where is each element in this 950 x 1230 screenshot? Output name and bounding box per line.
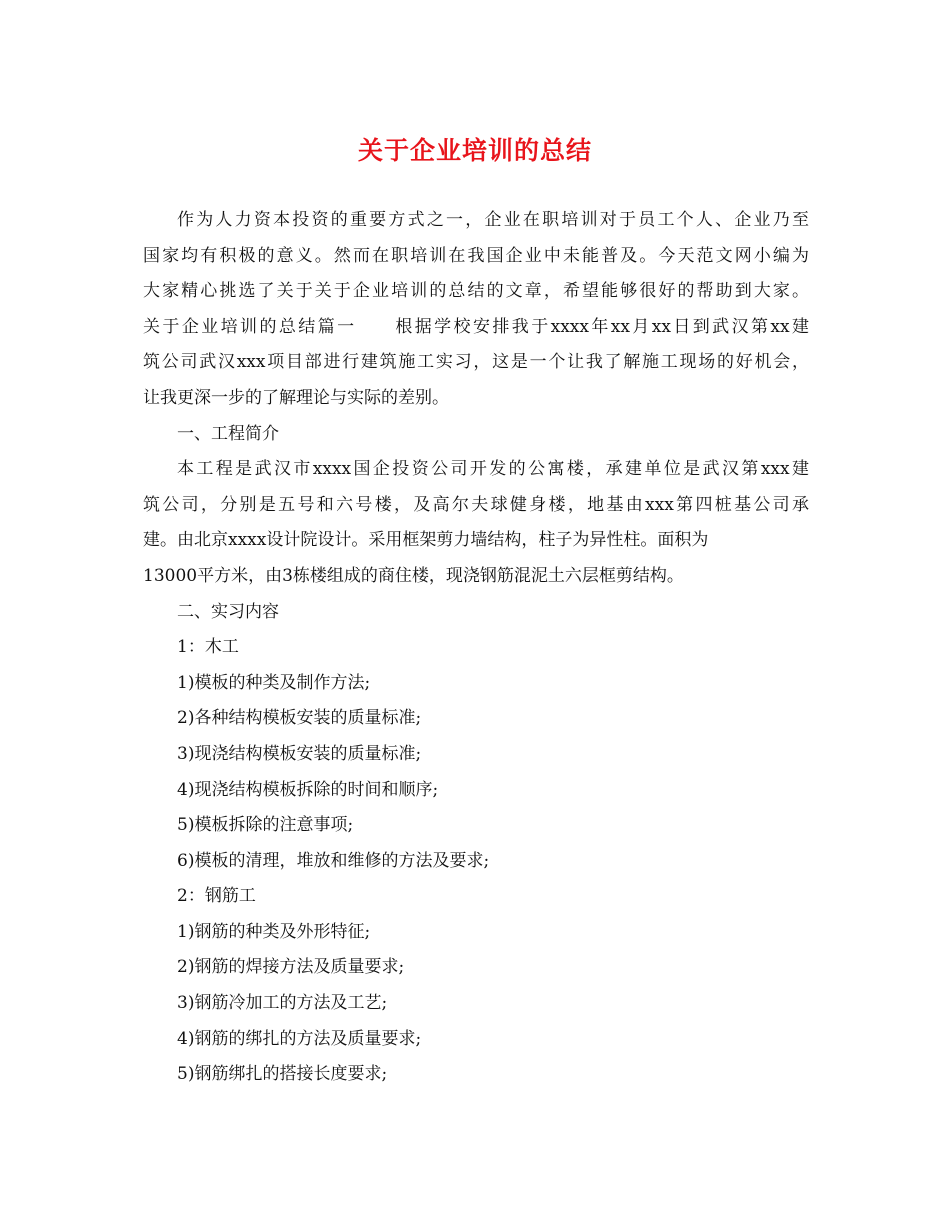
paragraph-line: 筑公司武汉xxx项目部进行建筑施工实习，这是一个让我了解施工现场的好机会，: [143, 352, 809, 373]
list-item: 6)模板的清理，堆放和维修的方法及要求;: [177, 850, 490, 871]
list-item: 4)现浇结构模板拆除的时间和顺序;: [177, 779, 439, 800]
paragraph-line: 作为人力资本投资的重要方式之一，企业在职培训对于员工个人、企业乃至: [177, 210, 809, 230]
paragraph-line: 本工程是武汉市xxxx国企投资公司开发的公寓楼，承建单位是武汉第xxx建: [177, 459, 809, 480]
paragraph-line: 大家精心挑选了关于关于企业培训的总结的文章，希望能够很好的帮助到大家。: [143, 281, 809, 302]
list-item: 2)钢筋的焊接方法及质量要求;: [177, 957, 405, 978]
paragraph-line: 让我更深一步的了解理论与实际的差别。: [143, 387, 449, 408]
paragraph-line: 国家均有积极的意义。然而在职培训在我国企业中未能普及。今天范文网小编为: [143, 245, 809, 266]
list-item: 4)钢筋的绑扎的方法及质量要求;: [177, 1028, 422, 1049]
document-title: 关于企业培训的总结: [357, 136, 592, 165]
section-heading: 一、工程简介: [177, 423, 279, 444]
list-item: 3)现浇结构模板安装的质量标准;: [177, 743, 422, 764]
paragraph-line: 建。由北京xxxx设计院设计。采用框架剪力墙结构，柱子为异性柱。面积为: [143, 530, 709, 551]
document-body: [143, 203, 809, 1093]
list-item: 5)钢筋绑扎的搭接长度要求;: [177, 1064, 388, 1085]
paragraph-line: 关于企业培训的总结篇一 根据学校安排我于xxxx年xx月xx日到武汉第xx建: [143, 316, 809, 337]
subsection-heading: 1：木工: [177, 637, 239, 658]
section-heading: 二、实习内容: [177, 601, 279, 622]
paragraph-line: 13000平方米，由3栋楼组成的商住楼，现浇钢筋混泥土六层框剪结构。: [143, 565, 684, 586]
subsection-heading: 2：钢筋工: [177, 886, 256, 907]
paragraph-line: 筑公司，分别是五号和六号楼，及高尔夫球健身楼，地基由xxx第四桩基公司承: [143, 494, 809, 515]
list-item: 1)钢筋的种类及外形特征;: [177, 921, 371, 942]
list-item: 1)模板的种类及制作方法;: [177, 672, 371, 693]
list-item: 5)模板拆除的注意事项;: [177, 815, 354, 836]
list-item: 2)各种结构模板安装的质量标准;: [177, 708, 422, 729]
list-item: 3)钢筋冷加工的方法及工艺;: [177, 993, 388, 1014]
